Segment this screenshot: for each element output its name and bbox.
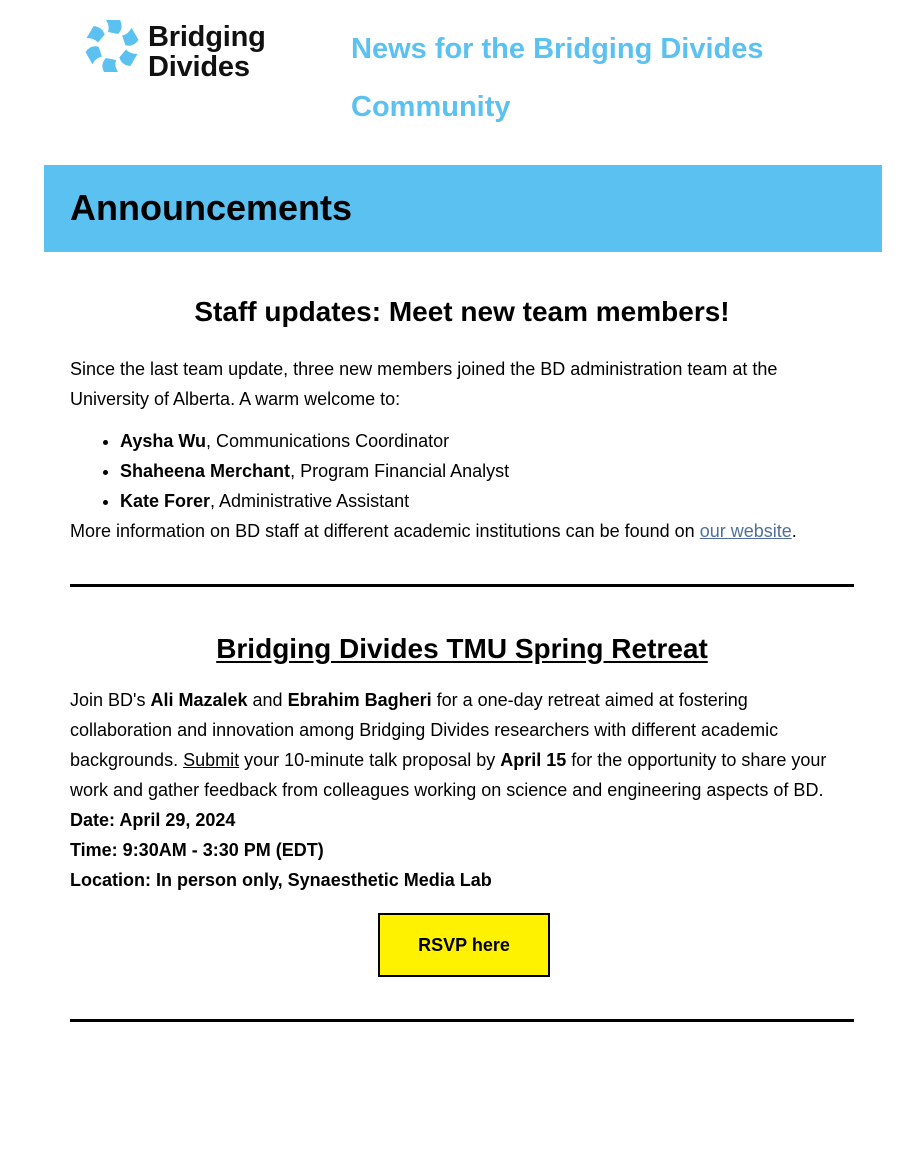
newsletter-header [0,0,898,160]
host-name: Ebrahim Bagheri [287,690,432,710]
logo-segment [85,44,105,65]
logo-segment [106,20,122,34]
announcements-banner [44,165,882,252]
more-info-text [70,516,854,546]
bridging-divides-logo[interactable] [82,16,292,92]
logo-line-1: Bridging [148,21,266,53]
section-divider [70,1019,854,1022]
more-info-suffix: . [791,521,797,541]
retreat-time: Time: 9:30AM - 3:30 PM (EDT) [70,840,324,860]
member-list-item [120,456,854,486]
member-role: , Administrative Assistant [210,491,410,511]
staff-updates-intro: Since the last team update, three new members joined the BD administration team at the University of Alberta. A warm welcome to: [70,359,778,409]
logo-segment [119,28,139,49]
retreat-location: Location: In person only, Synaesthetic Media Lab [70,870,492,890]
retreat-text: Join BD's [70,690,151,710]
newsletter-tagline: News for the Bridging Divides Community [351,33,764,123]
member-name: Kate Forer [120,491,211,511]
logo-line-2: Divides [148,51,250,83]
retreat-description [70,685,854,805]
new-members-list [70,426,854,516]
logo-segment [118,47,138,68]
deadline-date: April 15 [500,750,567,770]
host-name: Ali Mazalek [150,690,248,710]
rsvp-button[interactable]: RSVP here [378,913,550,977]
announcements-heading: Announcements [70,187,353,228]
bridging-divides-ring-icon [82,16,142,76]
logo-segment [102,58,118,72]
retreat-text: your 10-minute talk proposal by [239,750,501,770]
section-divider [70,584,854,587]
member-role: , Communications Coordinator [206,431,450,451]
retreat-title: Bridging Divides TMU Spring Retreat [216,633,708,664]
member-list-item [120,486,854,516]
rsvp-container [70,913,854,979]
our-website-link[interactable]: our website [699,521,792,541]
member-name: Shaheena Merchant [120,461,291,481]
logo-segment [86,25,106,46]
more-info-prefix: More information on BD staff at different academic institutions can be found on [70,521,700,541]
retreat-text: for a one-day retreat aimed at fostering collaboration and innovation among Bridging Divides researchers with different academic backgrounds. [70,690,779,770]
retreat-text: for the opportunity to share your work and gather feedback from colleagues working on science and engineering aspects of BD. [70,750,827,800]
submit-link[interactable]: Submit [183,750,240,770]
staff-updates-title: Staff updates: Meet new team members! [194,296,730,327]
member-role: , Program Financial Analyst [290,461,510,481]
member-name: Aysha Wu [120,431,207,451]
retreat-date: Date: April 29, 2024 [70,810,236,830]
member-list-item [120,426,854,456]
retreat-text: and [247,690,288,710]
logo-wordmark [148,22,266,82]
newsletter-content [70,290,854,1022]
